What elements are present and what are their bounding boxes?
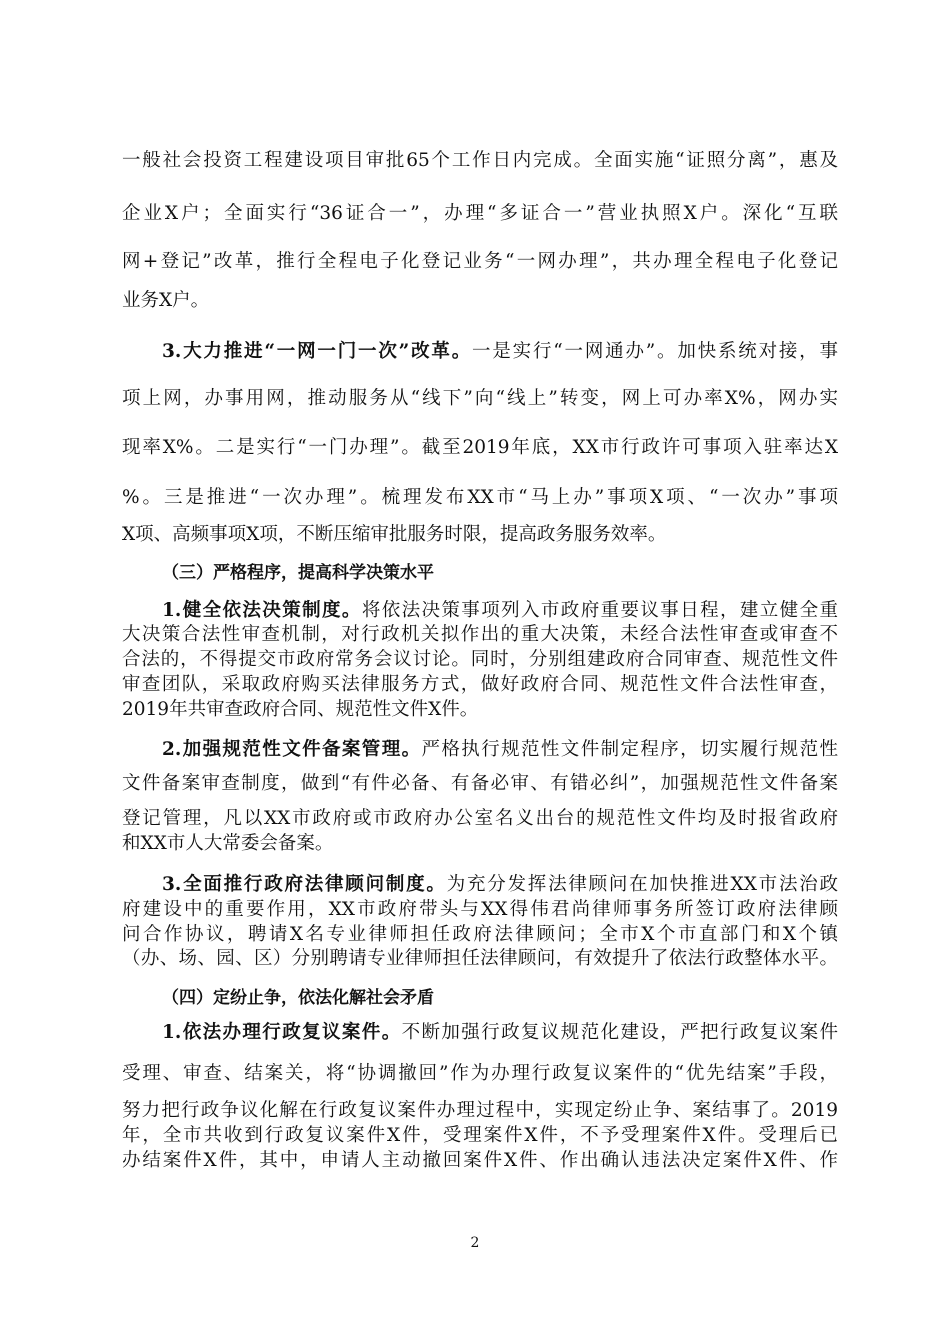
text-line: 现率X%。二是实行“一门办理”。截至2019年底，XX市行政许可事项入驻率达X: [122, 437, 838, 458]
text-line: 3.全面推行政府法律顾问制度。为充分发挥法律顾问在加快推进XX市法治政: [162, 874, 838, 895]
text-line: 登记管理，凡以XX市政府或市政府办公室名义出台的规范性文件均及时报省政府: [122, 808, 838, 829]
text-line: 2.加强规范性文件备案管理。严格执行规范性文件制定程序，切实履行规范性: [162, 739, 838, 760]
text-line: 2019年共审查政府合同、规范性文件X件。: [122, 699, 479, 720]
text-line: 1.健全依法决策制度。将依法决策事项列入市政府重要议事日程，建立健全重: [162, 600, 838, 621]
text-line: 年，全市共收到行政复议案件X件，受理案件X件，不予受理案件X件。受理后已: [122, 1125, 838, 1146]
text-line: %。三是推进“一次办理”。梳理发布XX市“马上办”事项X项、“一次办”事项: [122, 487, 838, 508]
page-number: 2: [470, 1235, 480, 1251]
text-line: 1.依法办理行政复议案件。不断加强行政复议规范化建设，严把行政复议案件: [162, 1022, 838, 1043]
text-line: 大决策合法性审查机制，对行政机关拟作出的重大决策，未经合法性审查或审查不: [122, 624, 838, 645]
text-line: 问合作协议，聘请X名专业律师担任政府法律顾问；全市X个市直部门和X个镇: [122, 924, 838, 945]
text-line: 文件备案审查制度，做到“有件必备、有备必审、有错必纠”，加强规范性文件备案: [122, 773, 838, 794]
paragraph-title: 1.健全依法决策制度。: [162, 600, 362, 621]
text-line: 府建设中的重要作用，XX市政府带头与XX得伟君尚律师事务所签订政府法律顾: [122, 899, 838, 920]
text-line: 网+登记”改革，推行全程电子化登记业务“一网办理”，共办理全程电子化登记: [122, 251, 838, 272]
section-heading: （四）定纷止争，依法化解社会矛盾: [162, 988, 434, 1008]
text-line: 3.大力推进“一网一门一次”改革。一是实行“一网通办”。加快系统对接，事: [162, 341, 838, 362]
section-heading: （三）严格程序，提高科学决策水平: [162, 563, 434, 583]
text-line: 审查团队，采取政府购买法律服务方式，做好政府合同、规范性文件合法性审查，: [122, 674, 838, 695]
paragraph-title: 3.大力推进“一网一门一次”改革。: [162, 341, 473, 362]
paragraph-title: 3.全面推行政府法律顾问制度。: [162, 874, 447, 895]
text-line: 和XX市人大常委会备案。: [122, 833, 334, 854]
text-line: X项、高频事项X项，不断压缩审批服务时限，提高政务服务效率。: [122, 524, 667, 545]
text-line: 业务X户。: [122, 290, 210, 311]
text-line: 合法的，不得提交市政府常务会议讨论。同时，分别组建政府合同审查、规范性文件: [122, 649, 838, 670]
text-line: 企业X户；全面实行“36证合一”，办理“多证合一”营业执照X户。深化“互联: [122, 203, 838, 224]
text-line: 努力把行政争议化解在行政复议案件办理过程中，实现定纷止争、案结事了。2019: [122, 1100, 838, 1121]
text-line: 办结案件X件，其中，申请人主动撤回案件X件、作出确认违法决定案件X件、作: [122, 1150, 838, 1171]
text-line: 一般社会投资工程建设项目审批65个工作日内完成。全面实施“证照分离”，惠及: [122, 150, 838, 171]
text-line: （办、场、园、区）分别聘请专业律师担任法律顾问，有效提升了依法行政整体水平。: [122, 948, 838, 969]
paragraph-title: 2.加强规范性文件备案管理。: [162, 739, 422, 760]
text-line: 受理、审查、结案关，将“协调撤回”作为办理行政复议案件的“优先结案”手段，: [122, 1063, 838, 1084]
text-line: 项上网，办事用网，推动服务从“线下”向“线上”转变，网上可办率X%，网办实: [122, 388, 838, 409]
paragraph-title: 1.依法办理行政复议案件。: [162, 1022, 402, 1043]
